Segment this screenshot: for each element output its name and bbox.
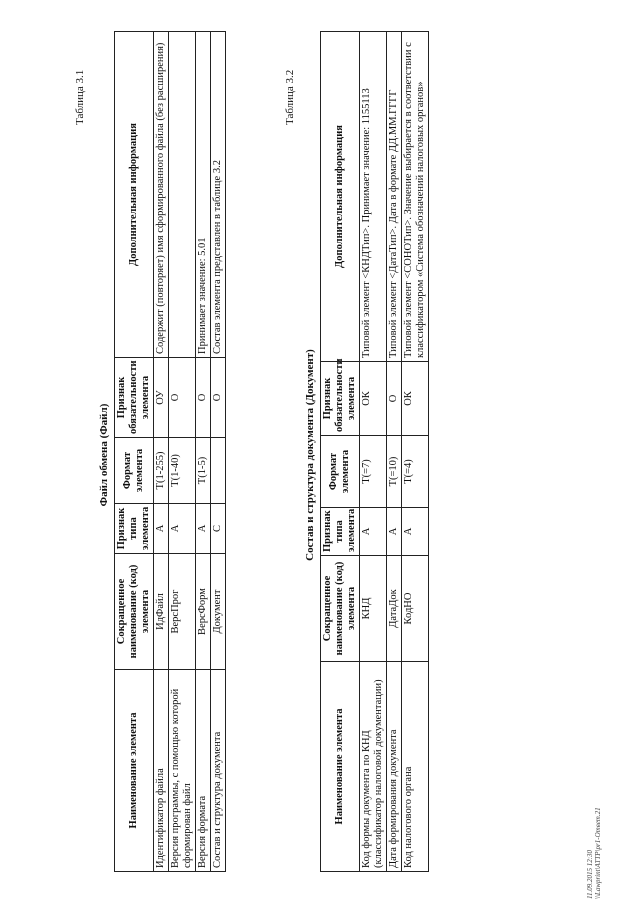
cell-code: КНД bbox=[360, 556, 387, 662]
cell-type: С bbox=[211, 504, 226, 554]
table-row bbox=[402, 32, 429, 872]
col-header-required: Признак обязательности элемента bbox=[321, 362, 360, 436]
cell-info: Типовой элемент <ДатаТип>. Дата в формате ДД.ММ.ГГГГ bbox=[387, 32, 402, 362]
cell-code: КодНО bbox=[402, 556, 429, 662]
cell-format: T(=10) bbox=[387, 436, 402, 508]
cell-required: О bbox=[387, 362, 402, 436]
table-3-1-title: Файл обмена (Файл) bbox=[98, 403, 110, 507]
table-row bbox=[154, 32, 169, 872]
cell-type: А bbox=[387, 508, 402, 556]
cell-type: А bbox=[196, 504, 211, 554]
print-stamp-date: 11.09.2015 12:30 bbox=[586, 849, 594, 899]
cell-code: ИдФайл bbox=[154, 554, 169, 670]
cell-required: О bbox=[196, 358, 211, 438]
col-header-type: Признак типа элемента bbox=[321, 508, 360, 556]
cell-required: ОК bbox=[360, 362, 387, 436]
cell-format bbox=[211, 438, 226, 504]
cell-name: Дата формирования документа bbox=[387, 662, 402, 872]
cell-info bbox=[169, 32, 196, 358]
col-header-name: Наименование элемента bbox=[321, 662, 360, 872]
table-header-row bbox=[321, 32, 360, 872]
table-3-2 bbox=[320, 31, 429, 872]
cell-format: T(=4) bbox=[402, 436, 429, 508]
col-header-format: Формат элемента bbox=[321, 436, 360, 508]
table-3-1-label: Таблица 3.1 bbox=[74, 69, 86, 125]
col-header-info: Дополнительная информация bbox=[115, 32, 154, 358]
cell-info: Содержит (повторяет) имя сформированного файла (без расширения) bbox=[154, 32, 169, 358]
table-row bbox=[360, 32, 387, 872]
table-header-row bbox=[115, 32, 154, 872]
col-header-code: Сокращенное наименование (код) элемента bbox=[115, 554, 154, 670]
print-stamp bbox=[586, 807, 602, 899]
cell-format: T(1-255) bbox=[154, 438, 169, 504]
cell-name: Код налогового органа bbox=[402, 662, 429, 872]
col-header-code: Сокращенное наименование (код) элемента bbox=[321, 556, 360, 662]
cell-name: Код формы документа по КНД (классификатор налоговой документации) bbox=[360, 662, 387, 872]
cell-name: Версия формата bbox=[196, 670, 211, 872]
cell-type: А bbox=[360, 508, 387, 556]
cell-info: Типовой элемент <КНДТип>. Принимает значение: 1155113 bbox=[360, 32, 387, 362]
print-stamp-path: \\Lawprint\ATTP\pr1-Ответ.21 bbox=[594, 807, 602, 899]
col-header-name: Наименование элемента bbox=[115, 670, 154, 872]
col-header-info: Дополнительная информация bbox=[321, 32, 360, 362]
table-row bbox=[169, 32, 196, 872]
col-header-format: Формат элемента bbox=[115, 438, 154, 504]
cell-info: Принимает значение: 5.01 bbox=[196, 32, 211, 358]
cell-code: ДатаДок bbox=[387, 556, 402, 662]
col-header-type: Признак типа элемента bbox=[115, 504, 154, 554]
cell-name: Версия программы, с помощью которой сформирован файл bbox=[169, 670, 196, 872]
table-row bbox=[387, 32, 402, 872]
cell-required: ОУ bbox=[154, 358, 169, 438]
cell-code: Документ bbox=[211, 554, 226, 670]
table-row bbox=[211, 32, 226, 872]
table-3-2-label: Таблица 3.2 bbox=[284, 69, 296, 125]
cell-info: Состав элемента представлен в таблице 3.2 bbox=[211, 32, 226, 358]
cell-code: ВерсПрог bbox=[169, 554, 196, 670]
cell-info: Типовой элемент <СОНОТип>. Значение выбирается в соответствии с классификатором «Система обозначений налоговых органов» bbox=[402, 32, 429, 362]
cell-code: ВерсФорм bbox=[196, 554, 211, 670]
col-header-required: Признак обязательности элемента bbox=[115, 358, 154, 438]
cell-type: А bbox=[169, 504, 196, 554]
cell-format: T(=7) bbox=[360, 436, 387, 508]
cell-type: А bbox=[402, 508, 429, 556]
cell-required: О bbox=[211, 358, 226, 438]
table-row bbox=[196, 32, 211, 872]
cell-name: Идентификатор файла bbox=[154, 670, 169, 872]
table-3-2-title: Состав и структура документа (Документ) bbox=[304, 349, 316, 561]
cell-format: T(1-40) bbox=[169, 438, 196, 504]
cell-type: А bbox=[154, 504, 169, 554]
cell-format: T(1-5) bbox=[196, 438, 211, 504]
cell-required: О bbox=[169, 358, 196, 438]
table-3-1 bbox=[114, 31, 226, 872]
cell-name: Состав и структура документа bbox=[211, 670, 226, 872]
cell-required: ОК bbox=[402, 362, 429, 436]
